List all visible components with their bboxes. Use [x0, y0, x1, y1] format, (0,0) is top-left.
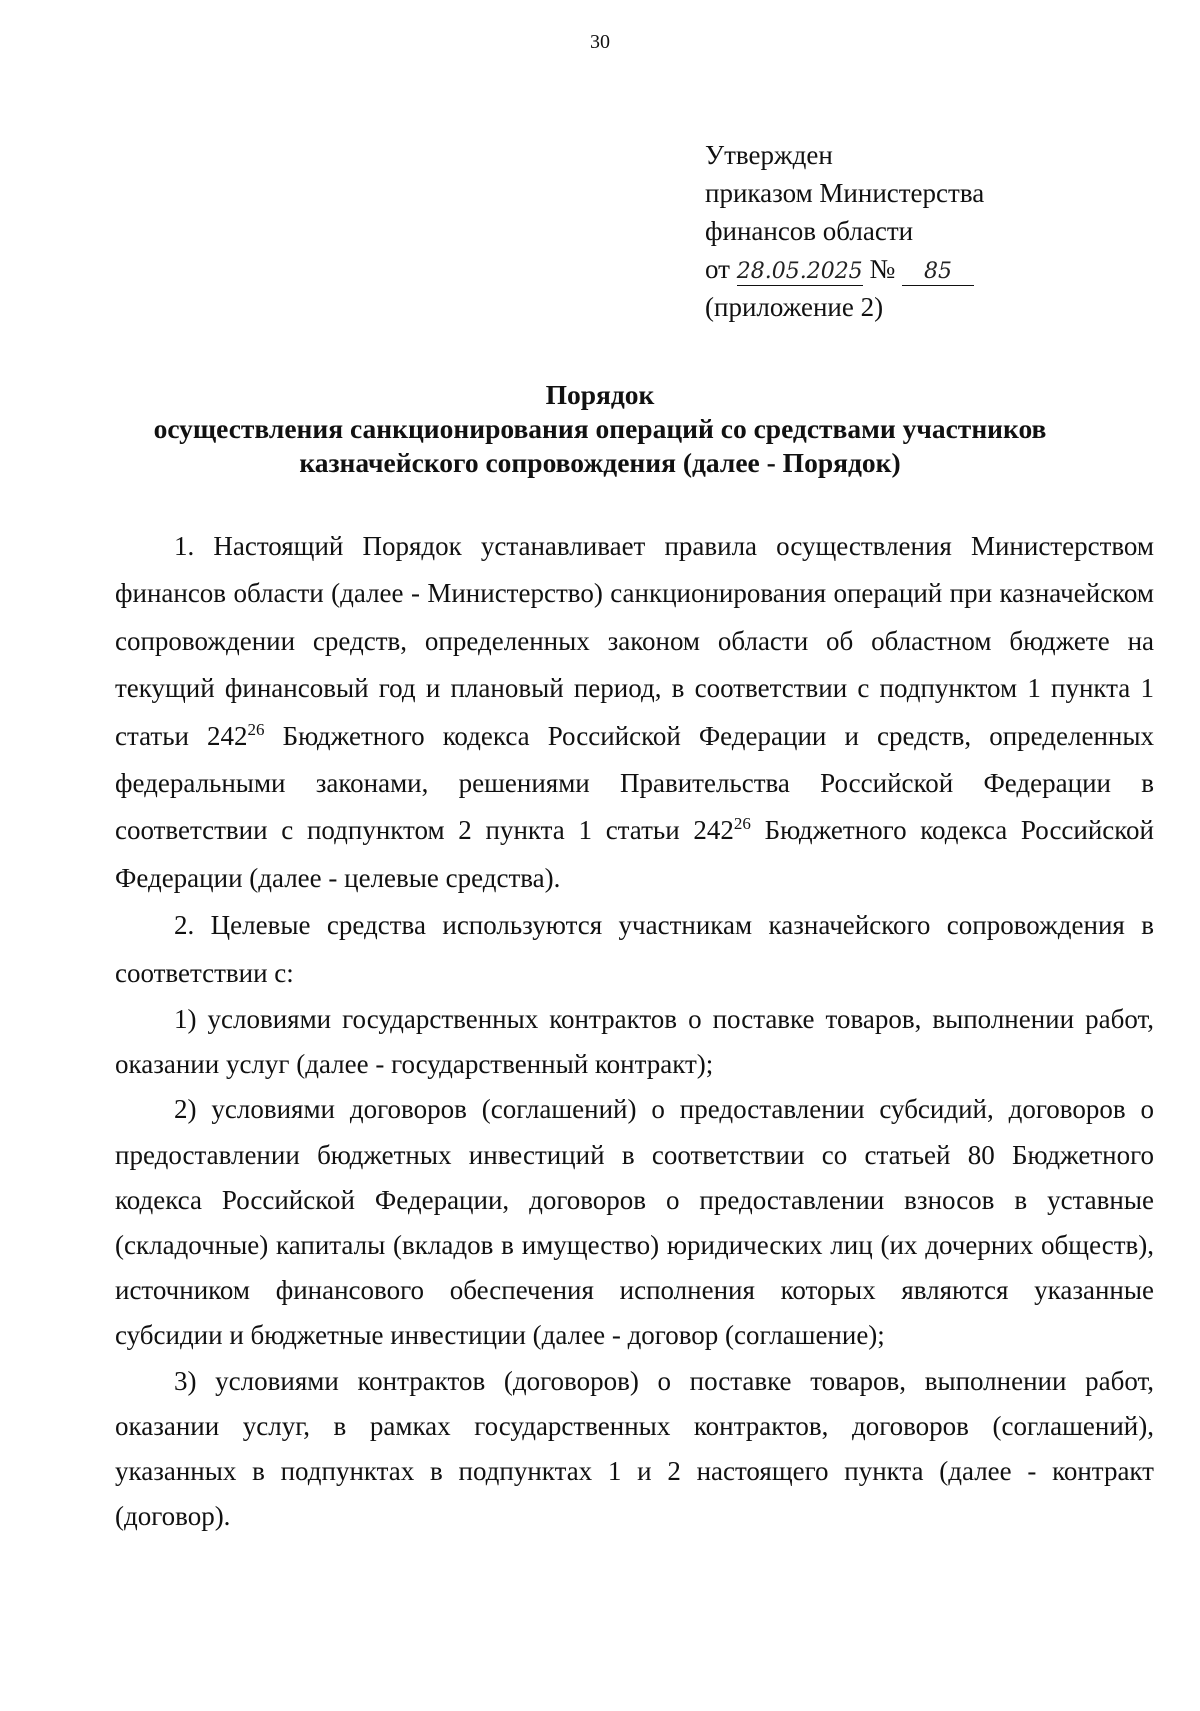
paragraph-1-text-c: Бюджетного кодекса Российской Федерации (далее - целевые средства).: [115, 815, 1154, 893]
paragraph-1: [115, 523, 1154, 902]
approval-line-ministry: финансов области: [705, 216, 914, 246]
paragraph-2: 2. Целевые средства используются участникам казначейского сопровождения в соответствии с:: [115, 910, 1154, 988]
approval-line-approved: Утвержден: [705, 140, 833, 170]
list-item-3: 3) условиями контрактов (договоров) о поставке товаров, выполнении работ, оказании услуг, в рамках государственных контрактов, договоров (соглашений), указанных в подпунктах в подпунктах 1 и 2 настоящего пункта (далее - контракт (договор).: [115, 1365, 1154, 1532]
handwritten-number: 85: [902, 259, 974, 286]
approval-block: [705, 136, 984, 326]
approval-line-order: приказом Министерства: [705, 178, 985, 208]
paragraph-1-text-a: 1. Настоящий Порядок устанавливает правила осуществления Министерством финансов области (далее - Министерство) санкционирования операций при казначейском сопровождении средств, определенных законом области об областном бюджете на текущий финансовый год и плановый период, в соответствии с подпунктом 1 пункта 1 статьи 242: [115, 531, 1154, 751]
number-label: №: [869, 254, 896, 284]
approval-line-date-number: [705, 250, 984, 288]
page-number: 30: [590, 31, 610, 53]
title-line-2: осуществления санкционирования операций со средствами участников: [153, 413, 1047, 444]
approval-line-appendix: (приложение 2): [705, 292, 884, 322]
superscript-article-1: 26: [247, 719, 265, 739]
document-title: [100, 378, 1100, 480]
title-line-3: казначейского сопровождения (далее - Порядок): [299, 447, 901, 478]
list-item-2: 2) условиями договоров (соглашений) о предоставлении субсидий, договоров о предоставлении бюджетных инвестиций в соответствии со статьей 80 Бюджетного кодекса Российской Федерации, договоров о предоставлении взносов в уставные (складочные) капиталы (вкладов в имущество) юридических лиц (их дочерних обществ), источником финансового обеспечения исполнения которых являются указанные субсидии и бюджетные инвестиции (далее - договор (соглашение);: [115, 1094, 1154, 1351]
from-label: от: [705, 254, 730, 284]
list-item-1: 1) условиями государственных контрактов о поставке товаров, выполнении работ, оказании услуг (далее - государственный контракт);: [115, 1004, 1154, 1080]
handwritten-date: 28.05.2025: [736, 259, 863, 284]
title-line-1: Порядок: [545, 379, 655, 410]
document-body: [115, 523, 1154, 1540]
superscript-article-2: 26: [733, 814, 751, 834]
paragraph-1-text-b: Бюджетного кодекса Российской Федерации и средств, определенных федеральными законами, решениями Правительства Российской Федерации в соответствии с подпунктом 2 пункта 1 статьи 242: [115, 720, 1154, 846]
